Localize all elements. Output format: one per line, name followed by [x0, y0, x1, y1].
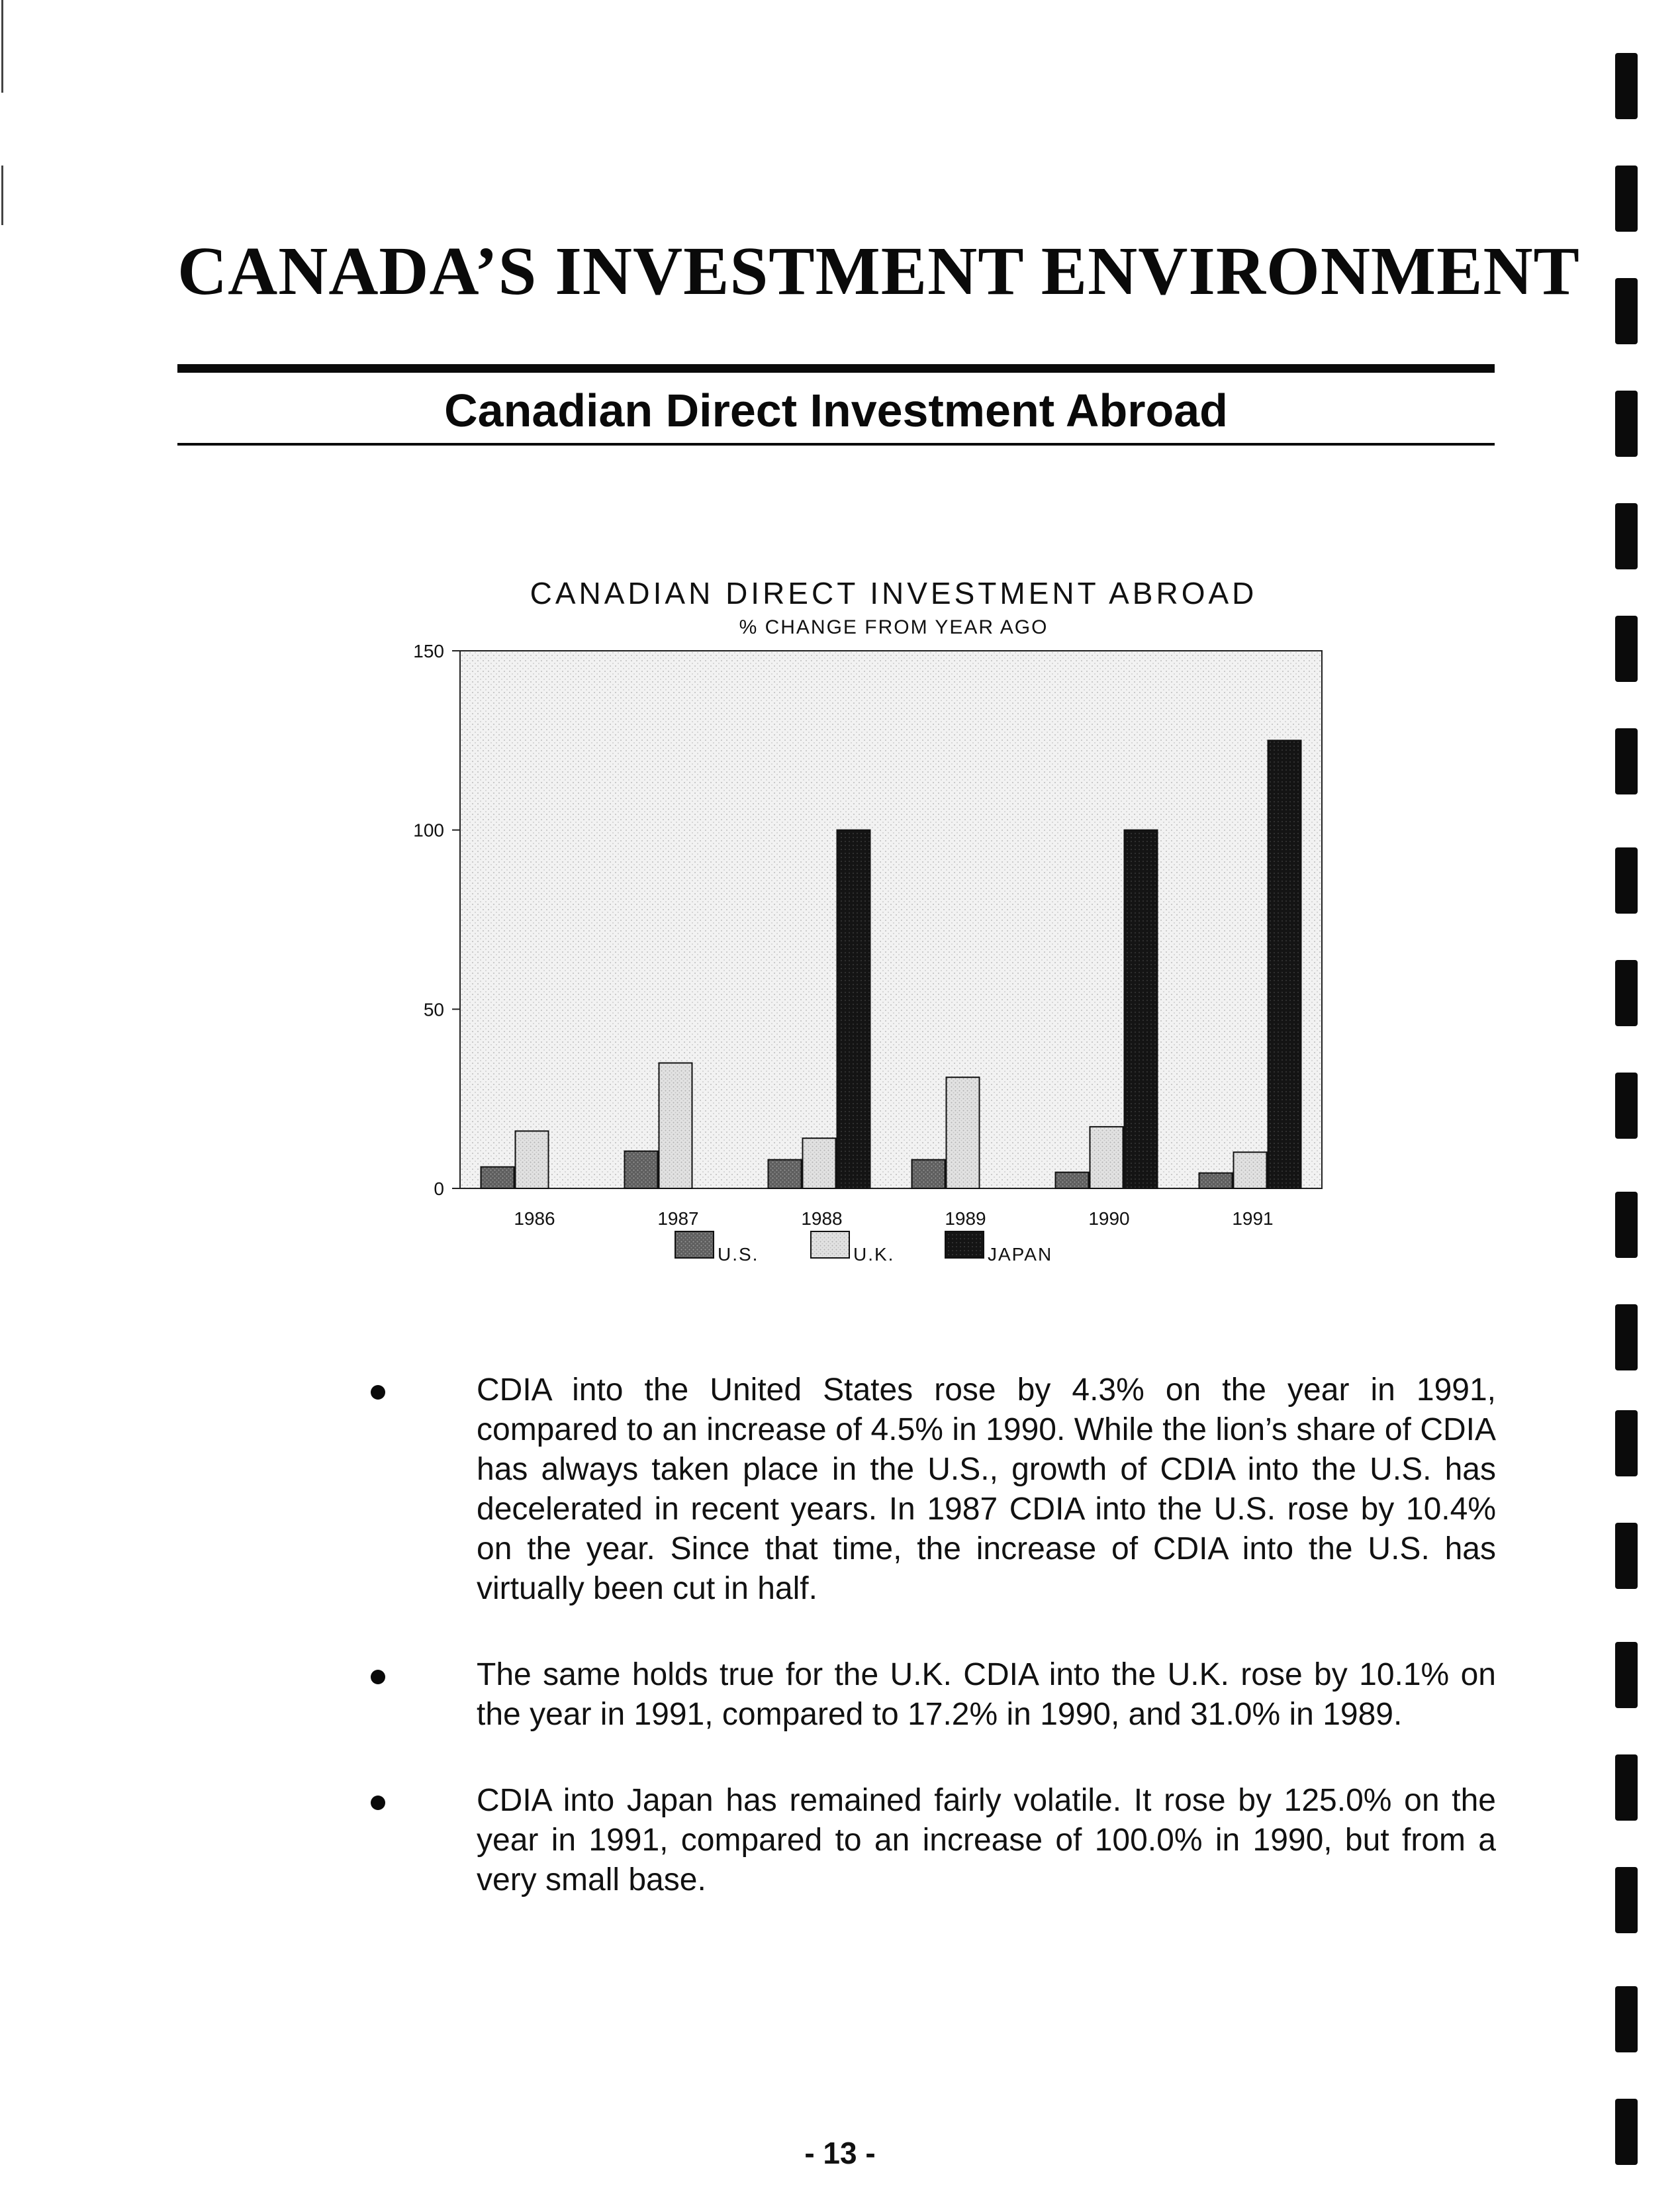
binder-hole-marks [1615, 0, 1655, 2204]
bar-us [625, 1151, 658, 1188]
binder-mark [1615, 166, 1638, 232]
binder-mark [1615, 1754, 1638, 1821]
binder-mark [1615, 278, 1638, 344]
legend-swatch [675, 1231, 714, 1258]
bar-uk [803, 1138, 836, 1188]
y-tick-label: 0 [434, 1178, 444, 1199]
y-tick-label: 150 [413, 641, 444, 661]
binder-mark [1615, 616, 1638, 682]
binder-mark [1615, 1523, 1638, 1589]
binder-mark [1615, 1304, 1638, 1370]
binder-mark [1615, 847, 1638, 914]
binder-mark [1615, 1410, 1638, 1476]
binder-mark [1615, 960, 1638, 1026]
binder-mark [1615, 1986, 1638, 2052]
x-tick-label: 1991 [1232, 1208, 1274, 1229]
bar-japan [837, 830, 870, 1188]
legend-swatch [811, 1231, 849, 1258]
binder-mark [1615, 1073, 1638, 1139]
list-item [371, 1370, 1496, 1609]
chart-svg [371, 569, 1337, 1284]
page-number: - 13 - [804, 2136, 876, 2170]
bullet-text: CDIA into the United States rose by 4.3% on the year in 1991, compared to an increase of 4.5% in 1990. While the lion’s share of CDIA has always taken place in the U.S., growth of CDIA into the U.S. has decelerated in recent years. In 1987 CDIA into the U.S. rose by 10.4% on the year. Since that time, the increase of CDIA into the U.S. has virtually been cut in half. [477, 1372, 1496, 1606]
binder-mark [1615, 1192, 1638, 1258]
scan-edge-line [1, 166, 3, 225]
bar-chart [371, 569, 1337, 1284]
bar-uk [659, 1063, 692, 1188]
bullet-text: The same holds true for the U.K. CDIA into the U.K. rose by 10.1% on the year in 1991, compared to 17.2% in 1990, and 31.0% in 1989. [477, 1657, 1496, 1732]
bullet-list [371, 1370, 1496, 1946]
list-item [371, 1655, 1496, 1735]
bullet-icon [371, 1796, 385, 1810]
legend-label: U.K. [853, 1244, 895, 1265]
subtitle-divider [177, 443, 1495, 446]
bar-japan [1268, 740, 1301, 1188]
bar-uk [947, 1077, 980, 1188]
x-tick-label: 1988 [801, 1208, 843, 1229]
section-subtitle: Canadian Direct Investment Abroad [444, 385, 1228, 436]
binder-mark [1615, 1642, 1638, 1708]
scan-edge-line [1, 0, 3, 93]
chart-title: CANADIAN DIRECT INVESTMENT ABROAD [530, 576, 1258, 610]
y-tick-label: 50 [423, 999, 444, 1020]
binder-mark [1615, 1867, 1638, 1933]
bar-uk [516, 1131, 549, 1188]
bar-us [1056, 1173, 1089, 1188]
title-divider [177, 364, 1495, 373]
plot-area [460, 651, 1322, 1188]
bar-us [769, 1160, 802, 1188]
y-tick-label: 100 [413, 820, 444, 841]
x-tick-label: 1990 [1088, 1208, 1130, 1229]
bar-us [481, 1167, 514, 1188]
legend-label: JAPAN [988, 1244, 1053, 1265]
bullet-text: CDIA into Japan has remained fairly volatile. It rose by 125.0% on the year in 1991, compared to an increase of 100.0% in 1990, but from a very small base. [477, 1783, 1496, 1897]
bar-us [1199, 1173, 1233, 1188]
legend-swatch [945, 1231, 984, 1258]
bar-uk [1234, 1152, 1267, 1188]
binder-mark [1615, 728, 1638, 794]
x-tick-label: 1989 [945, 1208, 986, 1229]
page-title: CANADA’S INVESTMENT ENVIRONMENT [177, 233, 1580, 309]
binder-mark [1615, 503, 1638, 569]
chart-subtitle: % CHANGE FROM YEAR AGO [739, 616, 1049, 638]
x-tick-label: 1987 [657, 1208, 699, 1229]
list-item [371, 1781, 1496, 1900]
x-tick-label: 1986 [514, 1208, 555, 1229]
bullet-icon [371, 1670, 385, 1684]
bar-japan [1125, 830, 1158, 1188]
binder-mark [1615, 53, 1638, 119]
bar-us [912, 1160, 945, 1188]
binder-mark [1615, 391, 1638, 457]
legend-label: U.S. [718, 1244, 759, 1265]
bar-uk [1090, 1127, 1123, 1188]
bullet-icon [371, 1385, 385, 1400]
